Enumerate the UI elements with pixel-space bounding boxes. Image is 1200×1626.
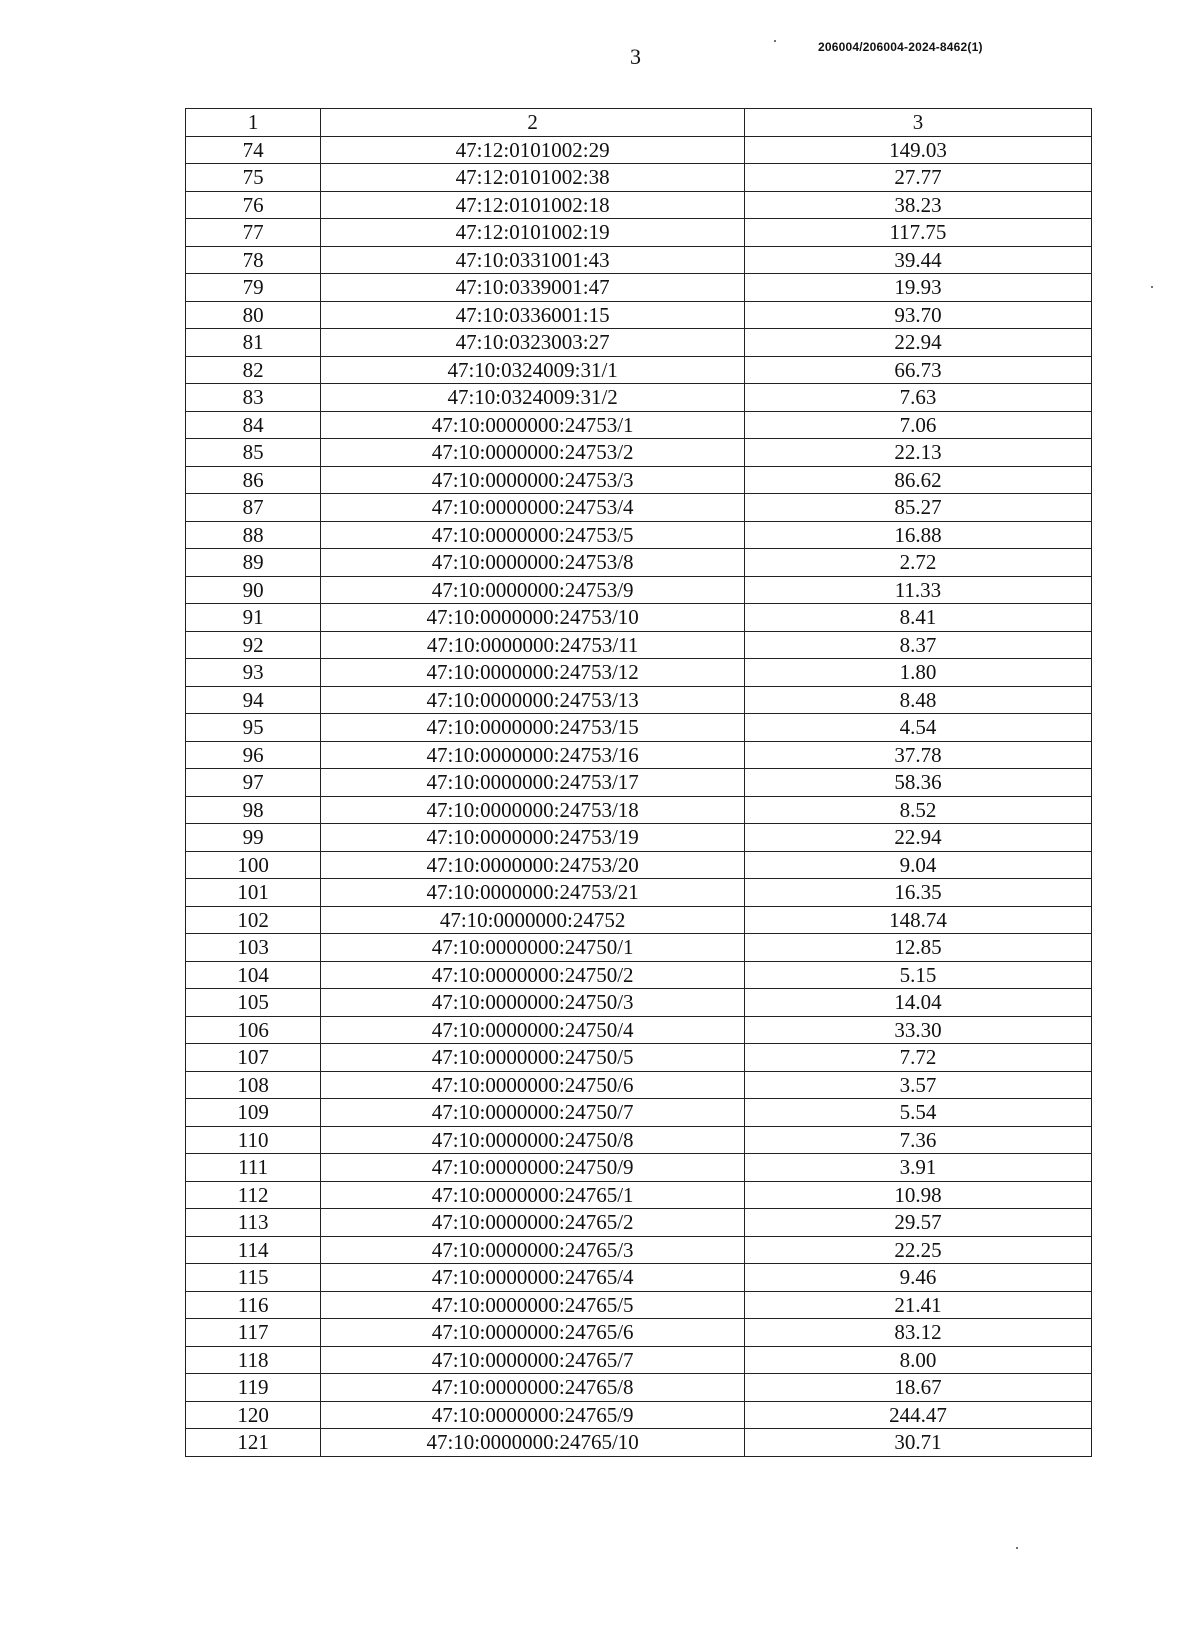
cadastral-number-cell: 47:10:0000000:24753/21 bbox=[321, 879, 745, 907]
table-row bbox=[186, 329, 1092, 357]
value-cell: 19.93 bbox=[744, 274, 1091, 302]
cadastral-number-cell: 47:10:0336001:15 bbox=[321, 301, 745, 329]
table-row bbox=[186, 796, 1092, 824]
page-number: 3 bbox=[630, 44, 641, 69]
value-cell: 8.41 bbox=[744, 604, 1091, 632]
table-body bbox=[186, 136, 1092, 1456]
value-cell: 22.94 bbox=[744, 329, 1091, 357]
row-number-cell: 86 bbox=[186, 466, 321, 494]
scan-speck bbox=[1016, 1547, 1018, 1549]
row-number-cell: 120 bbox=[186, 1401, 321, 1429]
value-cell: 30.71 bbox=[744, 1429, 1091, 1457]
row-number-cell: 80 bbox=[186, 301, 321, 329]
cadastral-number-cell: 47:10:0000000:24750/7 bbox=[321, 1099, 745, 1127]
row-number-cell: 106 bbox=[186, 1016, 321, 1044]
cadastral-number-cell: 47:10:0000000:24752 bbox=[321, 906, 745, 934]
value-cell: 3.57 bbox=[744, 1071, 1091, 1099]
table-row bbox=[186, 576, 1092, 604]
cadastral-number-cell: 47:10:0331001:43 bbox=[321, 246, 745, 274]
table-row bbox=[186, 961, 1092, 989]
cadastral-number-cell: 47:10:0000000:24753/20 bbox=[321, 851, 745, 879]
cadastral-number-cell: 47:10:0000000:24753/15 bbox=[321, 714, 745, 742]
value-cell: 16.88 bbox=[744, 521, 1091, 549]
cadastral-number-cell: 47:10:0000000:24765/8 bbox=[321, 1374, 745, 1402]
table-row bbox=[186, 1236, 1092, 1264]
cadastral-number-cell: 47:10:0000000:24753/16 bbox=[321, 741, 745, 769]
cadastral-number-cell: 47:10:0000000:24753/5 bbox=[321, 521, 745, 549]
cadastral-number-cell: 47:10:0000000:24753/4 bbox=[321, 494, 745, 522]
value-cell: 244.47 bbox=[744, 1401, 1091, 1429]
row-number-cell: 89 bbox=[186, 549, 321, 577]
table-row bbox=[186, 246, 1092, 274]
value-cell: 86.62 bbox=[744, 466, 1091, 494]
table-row bbox=[186, 411, 1092, 439]
cadastral-number-cell: 47:10:0000000:24753/8 bbox=[321, 549, 745, 577]
row-number-cell: 99 bbox=[186, 824, 321, 852]
table-row bbox=[186, 851, 1092, 879]
value-cell: 7.36 bbox=[744, 1126, 1091, 1154]
value-cell: 21.41 bbox=[744, 1291, 1091, 1319]
value-cell: 7.63 bbox=[744, 384, 1091, 412]
row-number-cell: 87 bbox=[186, 494, 321, 522]
cadastral-number-cell: 47:10:0000000:24753/2 bbox=[321, 439, 745, 467]
cadastral-number-cell: 47:10:0000000:24753/18 bbox=[321, 796, 745, 824]
row-number-cell: 84 bbox=[186, 411, 321, 439]
cadastral-number-cell: 47:10:0000000:24750/8 bbox=[321, 1126, 745, 1154]
row-number-cell: 85 bbox=[186, 439, 321, 467]
cadastral-number-cell: 47:10:0000000:24765/5 bbox=[321, 1291, 745, 1319]
value-cell: 117.75 bbox=[744, 219, 1091, 247]
row-number-cell: 114 bbox=[186, 1236, 321, 1264]
value-cell: 7.72 bbox=[744, 1044, 1091, 1072]
row-number-cell: 92 bbox=[186, 631, 321, 659]
cadastral-number-cell: 47:10:0000000:24765/1 bbox=[321, 1181, 745, 1209]
value-cell: 10.98 bbox=[744, 1181, 1091, 1209]
value-cell: 33.30 bbox=[744, 1016, 1091, 1044]
value-cell: 38.23 bbox=[744, 191, 1091, 219]
row-number-cell: 82 bbox=[186, 356, 321, 384]
table-row bbox=[186, 521, 1092, 549]
cadastral-number-cell: 47:10:0000000:24753/1 bbox=[321, 411, 745, 439]
row-number-cell: 105 bbox=[186, 989, 321, 1017]
cadastral-number-cell: 47:10:0000000:24753/3 bbox=[321, 466, 745, 494]
row-number-cell: 98 bbox=[186, 796, 321, 824]
table-row bbox=[186, 1401, 1092, 1429]
table-row bbox=[186, 1209, 1092, 1237]
row-number-cell: 96 bbox=[186, 741, 321, 769]
value-cell: 12.85 bbox=[744, 934, 1091, 962]
value-cell: 9.46 bbox=[744, 1264, 1091, 1292]
row-number-cell: 111 bbox=[186, 1154, 321, 1182]
document-reference: 206004/206004-2024-8462(1) bbox=[818, 40, 983, 54]
row-number-cell: 115 bbox=[186, 1264, 321, 1292]
row-number-cell: 101 bbox=[186, 879, 321, 907]
value-cell: 22.13 bbox=[744, 439, 1091, 467]
cadastral-number-cell: 47:10:0000000:24750/1 bbox=[321, 934, 745, 962]
cadastral-number-cell: 47:12:0101002:29 bbox=[321, 136, 745, 164]
row-number-cell: 102 bbox=[186, 906, 321, 934]
value-cell: 22.25 bbox=[744, 1236, 1091, 1264]
table-row bbox=[186, 1264, 1092, 1292]
row-number-cell: 95 bbox=[186, 714, 321, 742]
value-cell: 149.03 bbox=[744, 136, 1091, 164]
scan-speck bbox=[1151, 286, 1153, 288]
table-row bbox=[186, 549, 1092, 577]
cadastral-number-cell: 47:10:0000000:24753/10 bbox=[321, 604, 745, 632]
cadastral-number-cell: 47:10:0000000:24753/17 bbox=[321, 769, 745, 797]
value-cell: 1.80 bbox=[744, 659, 1091, 687]
table-row bbox=[186, 301, 1092, 329]
cadastral-number-cell: 47:10:0000000:24765/6 bbox=[321, 1319, 745, 1347]
column-header: 1 bbox=[186, 109, 321, 137]
value-cell: 58.36 bbox=[744, 769, 1091, 797]
table-row bbox=[186, 906, 1092, 934]
table-row bbox=[186, 274, 1092, 302]
cadastral-number-cell: 47:10:0000000:24753/12 bbox=[321, 659, 745, 687]
cadastral-number-cell: 47:10:0000000:24753/19 bbox=[321, 824, 745, 852]
value-cell: 9.04 bbox=[744, 851, 1091, 879]
table-row bbox=[186, 1071, 1092, 1099]
table-row bbox=[186, 1346, 1092, 1374]
cadastral-number-cell: 47:10:0000000:24765/7 bbox=[321, 1346, 745, 1374]
cadastral-number-cell: 47:12:0101002:38 bbox=[321, 164, 745, 192]
cadastral-number-cell: 47:10:0324009:31/1 bbox=[321, 356, 745, 384]
value-cell: 29.57 bbox=[744, 1209, 1091, 1237]
row-number-cell: 121 bbox=[186, 1429, 321, 1457]
cadastral-number-cell: 47:10:0000000:24765/9 bbox=[321, 1401, 745, 1429]
row-number-cell: 90 bbox=[186, 576, 321, 604]
table-row bbox=[186, 934, 1092, 962]
table-row bbox=[186, 879, 1092, 907]
value-cell: 5.15 bbox=[744, 961, 1091, 989]
table-row bbox=[186, 1291, 1092, 1319]
value-cell: 37.78 bbox=[744, 741, 1091, 769]
row-number-cell: 107 bbox=[186, 1044, 321, 1072]
table-row bbox=[186, 989, 1092, 1017]
table-row bbox=[186, 1044, 1092, 1072]
cadastral-number-cell: 47:10:0324009:31/2 bbox=[321, 384, 745, 412]
cadastral-number-cell: 47:10:0000000:24765/4 bbox=[321, 1264, 745, 1292]
cadastral-number-cell: 47:10:0000000:24765/3 bbox=[321, 1236, 745, 1264]
row-number-cell: 100 bbox=[186, 851, 321, 879]
table-row bbox=[186, 466, 1092, 494]
table-row bbox=[186, 686, 1092, 714]
value-cell: 11.33 bbox=[744, 576, 1091, 604]
row-number-cell: 103 bbox=[186, 934, 321, 962]
table-row bbox=[186, 714, 1092, 742]
table-row bbox=[186, 219, 1092, 247]
value-cell: 8.48 bbox=[744, 686, 1091, 714]
row-number-cell: 81 bbox=[186, 329, 321, 357]
table-row bbox=[186, 1099, 1092, 1127]
table-row bbox=[186, 1126, 1092, 1154]
table-row bbox=[186, 1016, 1092, 1044]
value-cell: 18.67 bbox=[744, 1374, 1091, 1402]
value-cell: 16.35 bbox=[744, 879, 1091, 907]
table-row bbox=[186, 164, 1092, 192]
cadastral-number-cell: 47:10:0323003:27 bbox=[321, 329, 745, 357]
value-cell: 39.44 bbox=[744, 246, 1091, 274]
row-number-cell: 79 bbox=[186, 274, 321, 302]
cadastral-number-cell: 47:10:0000000:24753/13 bbox=[321, 686, 745, 714]
cadastral-number-cell: 47:10:0000000:24750/2 bbox=[321, 961, 745, 989]
cadastral-number-cell: 47:10:0000000:24750/9 bbox=[321, 1154, 745, 1182]
table-row bbox=[186, 1429, 1092, 1457]
value-cell: 5.54 bbox=[744, 1099, 1091, 1127]
row-number-cell: 91 bbox=[186, 604, 321, 632]
table-row bbox=[186, 384, 1092, 412]
row-number-cell: 117 bbox=[186, 1319, 321, 1347]
row-number-cell: 113 bbox=[186, 1209, 321, 1237]
row-number-cell: 108 bbox=[186, 1071, 321, 1099]
row-number-cell: 93 bbox=[186, 659, 321, 687]
table-row bbox=[186, 191, 1092, 219]
table-row bbox=[186, 1181, 1092, 1209]
value-cell: 8.00 bbox=[744, 1346, 1091, 1374]
value-cell: 3.91 bbox=[744, 1154, 1091, 1182]
cadastral-number-cell: 47:10:0000000:24750/6 bbox=[321, 1071, 745, 1099]
row-number-cell: 76 bbox=[186, 191, 321, 219]
row-number-cell: 88 bbox=[186, 521, 321, 549]
table-row bbox=[186, 356, 1092, 384]
value-cell: 22.94 bbox=[744, 824, 1091, 852]
row-number-cell: 112 bbox=[186, 1181, 321, 1209]
value-cell: 83.12 bbox=[744, 1319, 1091, 1347]
value-cell: 8.37 bbox=[744, 631, 1091, 659]
table-row bbox=[186, 604, 1092, 632]
cadastral-number-cell: 47:12:0101002:18 bbox=[321, 191, 745, 219]
value-cell: 14.04 bbox=[744, 989, 1091, 1017]
value-cell: 2.72 bbox=[744, 549, 1091, 577]
table-row bbox=[186, 439, 1092, 467]
value-cell: 7.06 bbox=[744, 411, 1091, 439]
table-row bbox=[186, 659, 1092, 687]
row-number-cell: 77 bbox=[186, 219, 321, 247]
table-header-row bbox=[186, 109, 1092, 137]
row-number-cell: 78 bbox=[186, 246, 321, 274]
row-number-cell: 97 bbox=[186, 769, 321, 797]
table-row bbox=[186, 1154, 1092, 1182]
table-row bbox=[186, 1319, 1092, 1347]
table-row bbox=[186, 136, 1092, 164]
cadastral-number-cell: 47:10:0000000:24750/5 bbox=[321, 1044, 745, 1072]
column-header: 3 bbox=[744, 109, 1091, 137]
cadastral-number-cell: 47:10:0000000:24753/9 bbox=[321, 576, 745, 604]
row-number-cell: 116 bbox=[186, 1291, 321, 1319]
row-number-cell: 109 bbox=[186, 1099, 321, 1127]
value-cell: 8.52 bbox=[744, 796, 1091, 824]
scan-speck bbox=[774, 40, 776, 42]
value-cell: 93.70 bbox=[744, 301, 1091, 329]
row-number-cell: 118 bbox=[186, 1346, 321, 1374]
row-number-cell: 83 bbox=[186, 384, 321, 412]
cadastral-number-cell: 47:10:0000000:24750/4 bbox=[321, 1016, 745, 1044]
cadastral-number-cell: 47:10:0000000:24753/11 bbox=[321, 631, 745, 659]
row-number-cell: 104 bbox=[186, 961, 321, 989]
cadastral-number-cell: 47:12:0101002:19 bbox=[321, 219, 745, 247]
value-cell: 4.54 bbox=[744, 714, 1091, 742]
table-row bbox=[186, 741, 1092, 769]
row-number-cell: 74 bbox=[186, 136, 321, 164]
value-cell: 27.77 bbox=[744, 164, 1091, 192]
column-header: 2 bbox=[321, 109, 745, 137]
cadastral-number-cell: 47:10:0000000:24765/2 bbox=[321, 1209, 745, 1237]
table-row bbox=[186, 769, 1092, 797]
value-cell: 85.27 bbox=[744, 494, 1091, 522]
value-cell: 148.74 bbox=[744, 906, 1091, 934]
value-cell: 66.73 bbox=[744, 356, 1091, 384]
table-row bbox=[186, 631, 1092, 659]
cadastral-number-cell: 47:10:0339001:47 bbox=[321, 274, 745, 302]
table-row bbox=[186, 494, 1092, 522]
table-row bbox=[186, 1374, 1092, 1402]
row-number-cell: 75 bbox=[186, 164, 321, 192]
row-number-cell: 94 bbox=[186, 686, 321, 714]
data-table bbox=[185, 108, 1092, 1457]
row-number-cell: 119 bbox=[186, 1374, 321, 1402]
table-row bbox=[186, 824, 1092, 852]
row-number-cell: 110 bbox=[186, 1126, 321, 1154]
cadastral-number-cell: 47:10:0000000:24750/3 bbox=[321, 989, 745, 1017]
cadastral-number-cell: 47:10:0000000:24765/10 bbox=[321, 1429, 745, 1457]
